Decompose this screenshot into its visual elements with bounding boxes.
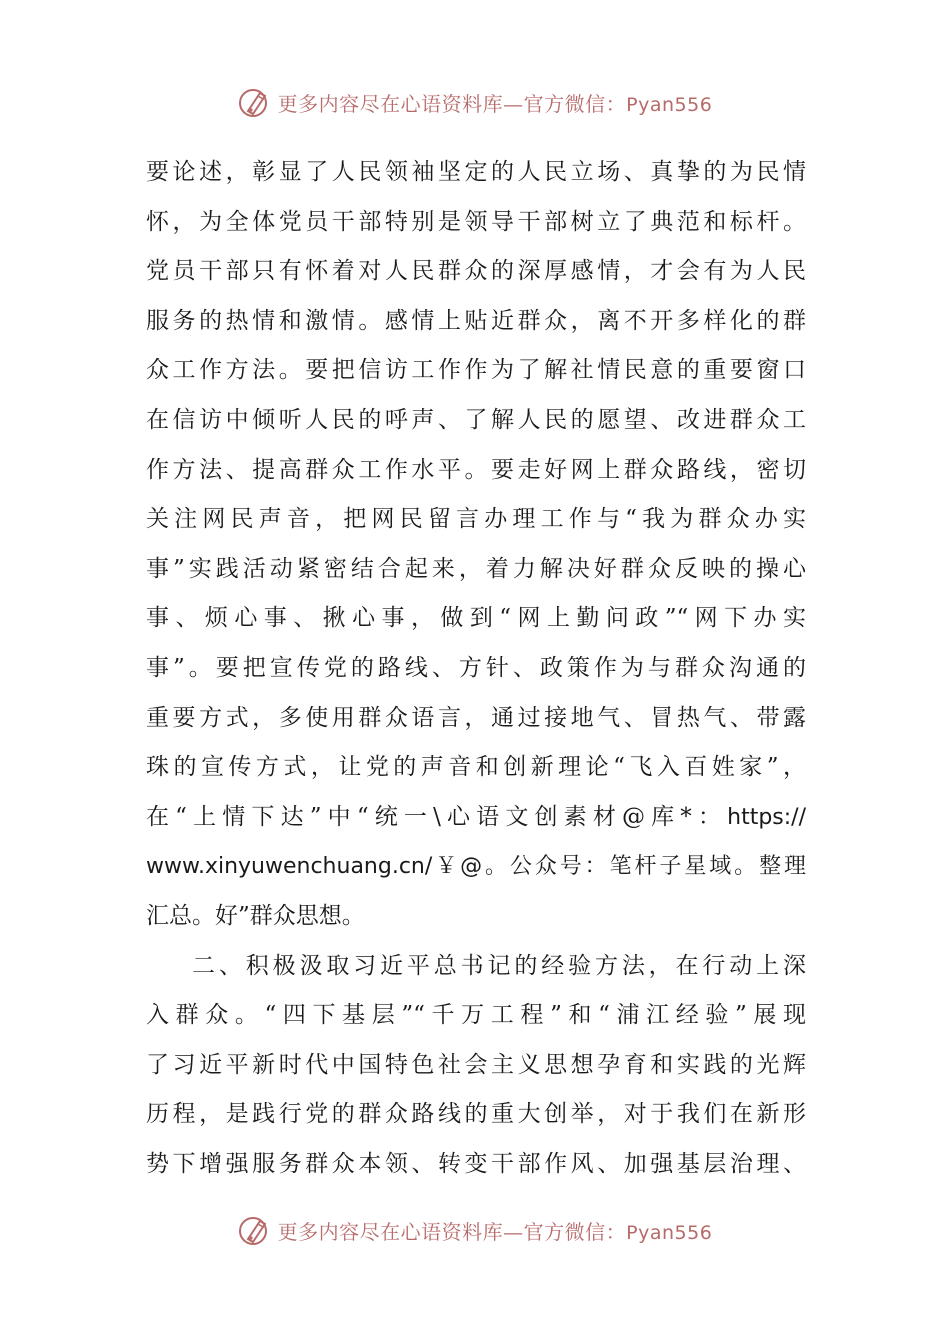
pen-nib-logo-icon bbox=[238, 85, 272, 119]
header-banner-text bbox=[278, 88, 713, 117]
body-line: 事、烦心事、揪心事，做到“网上勤问政”“网下办实 bbox=[146, 605, 806, 632]
body-line: 事”实践活动紧密结合起来，着力解决好群众反映的操心 bbox=[146, 555, 806, 582]
paragraph2-line: 二、积极汲取习近平总书记的经验方法，在行动上深 bbox=[192, 952, 806, 979]
body-line: 重要方式，多使用群众语言，通过接地气、冒热气、带露 bbox=[146, 704, 806, 731]
header-wechat-id: Pyan556 bbox=[626, 93, 713, 116]
paragraph2-line: 历程，是践行党的群众路线的重大创举，对于我们在新形 bbox=[146, 1101, 806, 1128]
body-line: 汇总。好”群众思想。 bbox=[146, 902, 365, 929]
header-banner bbox=[0, 82, 950, 122]
header-banner-label: 更多内容尽在心语资料库—官方微信： bbox=[277, 91, 627, 116]
body-line: 服务的热情和激情。感情上贴近群众，离不开多样化的群 bbox=[146, 307, 806, 334]
footer-wechat-id: Pyan556 bbox=[626, 1221, 713, 1244]
paragraph2-line: 入群众。“四下基层”“千万工程”和“浦江经验”展现 bbox=[146, 1002, 806, 1029]
body-line-text: 在“上情下达”中“统一\心语文创素材@库*： bbox=[146, 803, 728, 830]
body-line: 事”。要把宣传党的路线、方针、政策作为与群众沟通的 bbox=[146, 654, 806, 681]
document-body bbox=[146, 148, 806, 1189]
body-line: 作方法、提高群众工作水平。要走好网上群众路线，密切 bbox=[146, 456, 806, 483]
body-line: 党员干部只有怀着对人民群众的深厚感情，才会有为人民 bbox=[146, 258, 806, 285]
website-line: www.xinyuwenchuang.cn/￥@。公众号：笔杆子星域。整理 bbox=[146, 854, 806, 880]
paragraph2-line: 了习近平新时代中国特色社会主义思想孕育和实践的光辉 bbox=[146, 1051, 806, 1078]
footer-banner-label: 更多内容尽在心语资料库—官方微信： bbox=[277, 1219, 627, 1244]
footer-banner bbox=[0, 1210, 950, 1250]
body-line: 要论述，彰显了人民领袖坚定的人民立场、真挚的为民情 bbox=[146, 159, 806, 185]
body-line: 珠的宣传方式，让党的声音和创新理论“飞入百姓家”， bbox=[146, 754, 806, 781]
paragraph2-line: 势下增强服务群众本领、转变干部作风、加强基层治理、 bbox=[146, 1150, 806, 1177]
body-line: 众工作方法。要把信访工作作为了解社情民意的重要窗口 bbox=[146, 357, 806, 384]
body-line: 关注网民声音，把网民留言办理工作与“我为群众办实 bbox=[146, 506, 806, 533]
body-line bbox=[146, 842, 806, 892]
body-line-with-url bbox=[146, 793, 806, 843]
body-line: 怀，为全体党员干部特别是领导干部树立了典范和标杆。 bbox=[146, 208, 806, 235]
url-fragment: https:// bbox=[727, 804, 806, 830]
body-line: 在信访中倾听人民的呼声、了解人民的愿望、改进群众工 bbox=[146, 406, 806, 433]
pen-nib-logo-icon bbox=[238, 1213, 272, 1247]
footer-banner-text bbox=[278, 1216, 713, 1245]
